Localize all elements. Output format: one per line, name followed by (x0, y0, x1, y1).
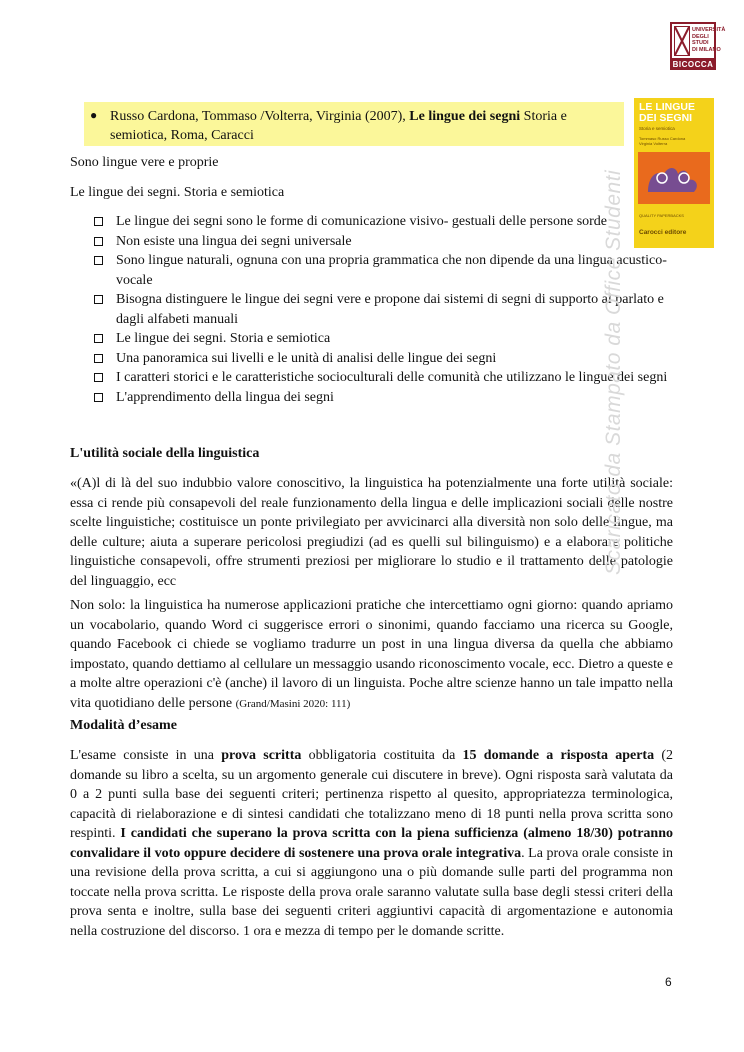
section-title-exam: Modalità d’esame (70, 718, 177, 733)
logo-text: UNIVERSITÀ DEGLI STUDI DI MILANO (692, 27, 726, 53)
checkbox-icon (94, 256, 103, 265)
list-item: Sono lingue naturali, ognuna con una propria grammatica che non dipende da una lingua acustico-vocale (92, 251, 681, 290)
paragraph-applications: Non solo: la linguistica ha numerose applicazioni pratiche che intercettiamo ogni giorno: quando apriamo un vocabolario, quando Word ci suggerisce errori o sinonimi, quando facciamo una ricerca su Google, quando Facebook ci chiede se vogliamo tradurre un post in una lingua diversa da quella che abbiamo impostato, quando dettiamo al cellulare un messaggio usando riconoscimento vocale, ecc. Dietro a queste e a molte altre operazioni c'è (anche) il lavoro di un linguista. Poche altre scienze hanno un tale impatto nella vita quotidiano delle persone (Grand/Masini 2020: 111) (70, 598, 673, 711)
section-title-social-utility: L'utilità sociale della linguistica (70, 446, 260, 461)
list-item: I caratteri storici e le caratteristiche socioculturali delle comunità che utilizzano le lingue dei segni (92, 368, 682, 388)
checkbox-icon (94, 373, 103, 382)
intro-line-2: Le lingue dei segni. Storia e semiotica (70, 185, 285, 200)
intro-line-1: Sono lingue vere e proprie (70, 155, 219, 170)
citation: (Grand/Masini 2020: 111) (235, 697, 351, 710)
checkbox-icon (94, 393, 103, 402)
cover-publisher: Carocci editore (639, 229, 687, 236)
logo-name: BICOCCA (670, 60, 716, 70)
list-item: L'apprendimento della lingua dei segni (92, 388, 682, 408)
checkbox-icon (94, 334, 103, 343)
checkbox-list (92, 212, 682, 407)
checkbox-icon (94, 217, 103, 226)
bullet-icon: ● (90, 108, 98, 122)
list-item: Le lingue dei segni sono le forme di comunicazione visivo- gestuali delle persone sorde (92, 212, 616, 232)
checkbox-icon (94, 237, 103, 246)
logo-mark-icon (674, 26, 690, 56)
cover-title: LE LINGUE DEI SEGNI (639, 101, 696, 124)
list-item: Bisogna distinguere le lingue dei segni vere e propone dai sistemi di segni di supporto al parlato e dagli alfabeti manuali (92, 290, 681, 329)
list-item: Una panoramica sui livelli e le unità di analisi delle lingue dei segni (92, 349, 682, 369)
list-item: Non esiste una lingua dei segni universale (92, 232, 682, 252)
watermark: Scaricato da Stampato da Office Studenti (602, 169, 625, 575)
list-item: Le lingue dei segni. Storia e semiotica (92, 329, 682, 349)
page-number: 6 (665, 975, 672, 989)
checkbox-icon (94, 295, 103, 304)
checkbox-icon (94, 354, 103, 363)
cover-authors: Tommaso Russo Cardona Virginia Volterra (639, 136, 686, 146)
reference-text: Russo Cardona, Tommaso /Volterra, Virginia (2007), Le lingue dei segni Storia e semiotica, Roma, Caracci (110, 109, 567, 143)
cover-hands-image (638, 152, 710, 204)
paragraph-social-utility: «(A)l di là del suo indubbio valore conoscitivo, la linguistica ha potenzialmente una forte utilità sociale: essa ci rende più consapevoli del reale funzionamento della lingua e delle implicazioni sociali delle nostre scelte linguistiche; costituisce un ponte privilegiato per avvicinarci alla diversità non solo delle lingue, ma delle culture; aiuta a superare pericolosi pregiudizi (ad es quelli sul bilinguismo) e a elaborare politiche linguistiche consapevoli, offre strumenti preziosi per migliorare lo studio e il trattamento delle patologie del linguaggio, ecc (70, 476, 673, 589)
highlighted-reference (84, 102, 624, 146)
cover-series: QUALITY PAPERBACKS (639, 213, 684, 218)
paragraph-exam: L'esame consiste in una prova scritta obbligatoria costituita da 15 domande a risposta aperta (2 domande su libro a scelta, su un argomento generale cui discutere in breve). Ogni risposta sarà valutata da 0 a 2 punti sulla base dei seguenti criteri; pertinenza rispetto al quesito, appropriatezza terminologica, capacità di rielaborazione e di sintesi candidati che totalizzano meno di 18 punti nella prova scritta sono respinti. I candidati che superano la prova scritta con la piena sufficienza (almeno 18/30) potranno convalidare il voto oppure decidere di sostenere una prova orale integrativa. La prova orale consiste in una revisione della prova scritta, a cui si aggiungono una o più domande sulle parti del programma non toccate nella prova scritta. Le risposte della prova orale saranno valutate sulla base degli stessi criteri della prova senta e inoltre, sulla base dei seguenti criteri aggiuntivi capacità di argomentazione e autonomia nella costruzione del discorso. 1 ora e mezza di tempo per le domande scritte. (70, 748, 674, 939)
university-logo (670, 22, 726, 72)
cover-subtitle: Storia e semiotica (639, 126, 675, 131)
